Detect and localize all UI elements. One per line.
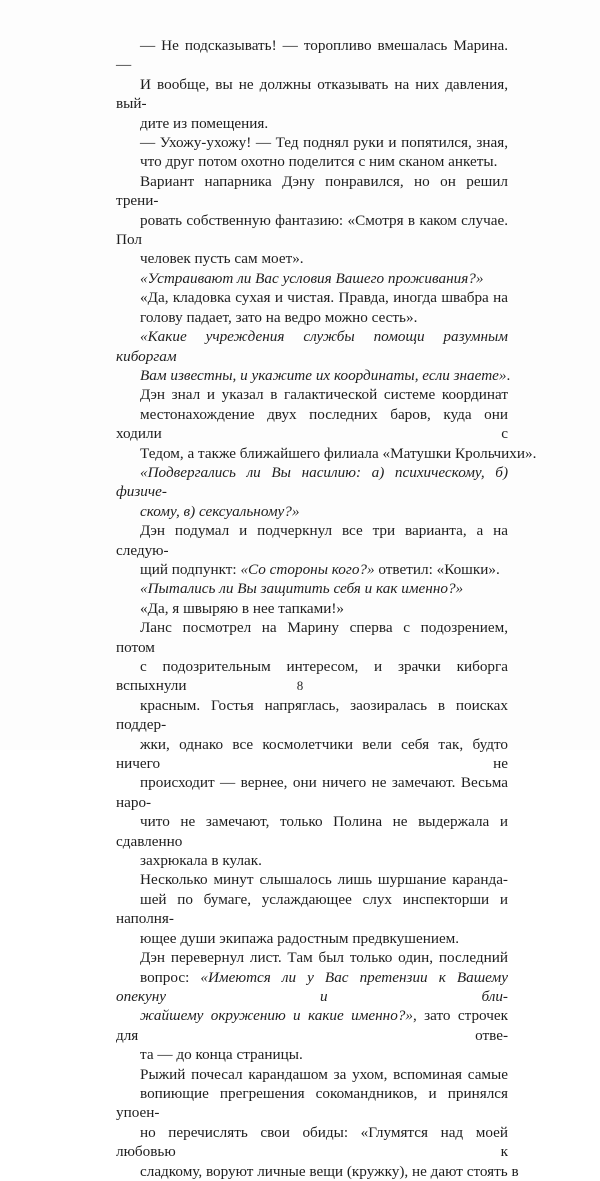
text-run: — Не подсказывать! — торопливо вмешалась Марина. — [116, 37, 508, 74]
text-run: дите из помещения. [140, 114, 269, 132]
text-run: Несколько минут слышалось лишь шуршание каранда- [140, 871, 508, 889]
text-line [116, 929, 508, 948]
paragraph [116, 385, 537, 463]
text-line [116, 269, 508, 288]
text-run: Дэн знал и указал в галактической системе координат [140, 386, 508, 404]
text-run: ответил: «Кошки». [374, 560, 500, 578]
text-line [116, 599, 508, 618]
text-line [116, 1065, 508, 1084]
text-run: , зато строчек для отве- [116, 1007, 509, 1044]
text-run: но перечислять свои обиды: «Глумятся над моей любовью к [116, 1123, 508, 1161]
text-run: что друг потом охотно поделится с ним сканом анкеты. [140, 153, 498, 171]
text-run: вопрос: [140, 968, 201, 986]
text-line [116, 735, 508, 774]
italic-text: «Пытались ли Вы защитить себя и как именно?» [140, 580, 464, 598]
italic-text: «Со стороны кого?» [240, 560, 375, 578]
text-run: Тедом, а также ближайшего филиала «Матушки Крольчихи». [140, 444, 537, 462]
paragraph [116, 599, 508, 618]
text-line [116, 1006, 508, 1045]
text-line [116, 618, 508, 657]
text-run: ровать собственную фантазию: «Смотря в каком случае. Пол [116, 211, 508, 249]
text-run: щий подпункт: [140, 560, 241, 578]
paragraph [116, 948, 508, 1064]
text-line [116, 114, 508, 133]
paragraph [116, 618, 508, 870]
body-text [116, 36, 537, 1181]
italic-text: «Подвергались ли Вы насилию: а) психическому, б) физиче- [116, 463, 508, 501]
text-line [116, 870, 508, 889]
text-run: шей по бумаге, услаждающее слух инспекторши и наполня- [116, 890, 508, 928]
text-line [116, 1123, 508, 1162]
text-line [116, 405, 508, 444]
text-line [116, 560, 508, 579]
text-run: захрюкала в кулак. [140, 852, 262, 870]
italic-text: «Какие учреждения службы помощи разумным киборгам [116, 328, 508, 365]
text-line [116, 812, 508, 851]
text-line [116, 152, 508, 171]
text-run: жки, однако все космолетчики вели себя так, будто ничего не [116, 735, 508, 773]
text-line [116, 327, 508, 366]
paragraph [116, 521, 508, 579]
text-run: чито не замечают, только Полина не выдержала и сдавленно [116, 813, 508, 850]
text-line [116, 773, 508, 812]
paragraph [116, 463, 508, 521]
text-line [116, 75, 508, 114]
text-run: Ланс посмотрел на Марину сперва с подозрением, потом [116, 619, 508, 656]
text-line [116, 211, 508, 250]
text-run: с подозрительным интересом, и зрачки киборга вспыхнули [116, 658, 508, 695]
italic-text: скому, в) сексуальному?» [140, 502, 300, 520]
text-line [116, 579, 508, 598]
text-run: та — до конца страницы. [140, 1046, 303, 1064]
text-line [116, 851, 508, 870]
text-line [116, 521, 508, 560]
paragraph [116, 36, 508, 133]
text-line [116, 463, 508, 502]
text-line [116, 288, 508, 307]
text-run: Вариант напарника Дэну понравился, но он решил трени- [116, 172, 508, 210]
page-number: 8 [296, 678, 304, 693]
paragraph [116, 172, 508, 269]
text-line [116, 968, 508, 1007]
text-run: человек пусть сам моет». [140, 250, 304, 268]
text-run: сладкому, воруют личные вещи (кружку), не дают стоять в [140, 1162, 519, 1180]
italic-text: «Устраивают ли Вас условия Вашего проживания?» [140, 269, 484, 287]
text-line [116, 1045, 508, 1064]
text-run: «Да, я швыряю в нее тапками!» [140, 599, 345, 617]
text-run: Дэн подумал и подчеркнул все три варианта, а на следую- [116, 522, 508, 559]
paragraph [116, 579, 508, 598]
text-run: голову падает, зато на ведро можно сесть». [140, 308, 418, 326]
text-line [116, 444, 537, 463]
paragraph [116, 1065, 519, 1181]
text-run: «Да, кладовка сухая и чистая. Правда, иногда швабра на [140, 289, 508, 307]
text-line [116, 308, 508, 327]
text-line [116, 1162, 519, 1181]
paragraph [116, 269, 508, 288]
text-run: . [506, 366, 511, 384]
italic-text: «Имеются ли у Вас претензии к Вашему опекуну и бли- [116, 968, 508, 1005]
text-run: красным. Гостья напряглась, заозиралась в поисках поддер- [116, 696, 508, 734]
text-run: — Ухожу-ухожу! — Тед поднял руки и попятился, зная, [140, 134, 508, 152]
text-line [116, 385, 508, 404]
text-line [116, 133, 508, 152]
paragraph [116, 870, 508, 948]
text-line [116, 249, 508, 268]
text-run: Дэн перевернул лист. Там был только один, последний [140, 949, 508, 967]
text-run: происходит — вернее, они ничего не замечают. Весьма наро- [116, 774, 508, 811]
text-line [116, 890, 508, 929]
italic-text: жайшему окружению и какие именно?» [140, 1007, 413, 1025]
text-run: местонахождение двух последних баров, куда они ходили с [116, 405, 508, 443]
paragraph [116, 288, 508, 327]
text-run: Рыжий почесал карандашом за ухом, вспоминая самые [140, 1065, 508, 1083]
text-run: И вообще, вы не должны отказывать на них давления, вый- [116, 75, 508, 113]
text-run: вопиющие прегрешения сокомандников, и принялся упоен- [116, 1084, 508, 1122]
text-run: ющее души экипажа радостным предвкушением. [140, 929, 460, 947]
text-line [116, 502, 508, 521]
text-line [116, 948, 508, 967]
paragraph [116, 133, 508, 172]
text-line [116, 172, 508, 211]
paragraph [116, 327, 511, 385]
text-line [116, 1084, 508, 1123]
italic-text: Вам известны, и укажите их координаты, если знаете» [140, 366, 507, 384]
text-line [116, 696, 508, 735]
text-line [116, 366, 511, 385]
text-line [116, 36, 508, 75]
